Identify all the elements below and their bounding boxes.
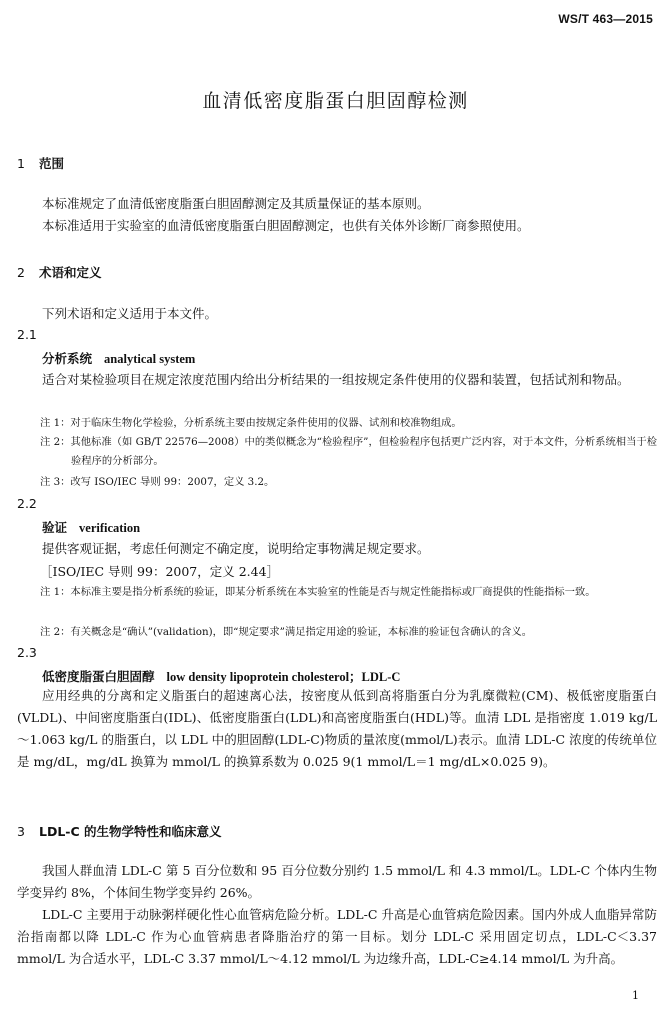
paragraph: 本标准规定了血清低密度脂蛋白胆固醇测定及其质量保证的基本原则。 (42, 196, 430, 211)
section-title: 术语和定义 (39, 265, 102, 280)
paragraph: 下列术语和定义适用于本文件。 (42, 306, 218, 321)
term-definition: 适合对某检验项目在规定浓度范围内给出分析结果的一组按规定条件使用的仪器和装置，包括试剂和物品。 (42, 372, 630, 387)
note: 注 3：改写 ISO/IEC 导则 99：2007，定义 3.2。 (40, 476, 275, 488)
note: 注 1：本标准主要是指分析系统的验证，即某分析系统在本实验室的性能是否与规定性能指标或厂商提供的性能指标一致。 (40, 586, 596, 598)
clause-number: 2.2 (17, 496, 37, 511)
term-heading (42, 667, 400, 685)
section-2-heading (17, 263, 102, 281)
term-english: verification (79, 521, 141, 535)
note: 注 1：对于临床生物化学检验，分析系统主要由按规定条件使用的仪器、试剂和校准物组成。 (40, 417, 462, 429)
section-3-heading (17, 822, 222, 840)
note: 注 2：其他标准（如 GB/T 22576—2008）中的类似概念为“检验程序”，但检验程序包括更广泛内容，对于本文件，分析系统相当于检验程序的分析部分。 (40, 436, 657, 467)
term-heading (42, 349, 195, 367)
clause-number: 2.1 (17, 327, 37, 342)
section-number: 3 (17, 824, 25, 839)
paragraph: 本标准适用于实验室的血清低密度脂蛋白胆固醇测定，也供有关体外诊断厂商参照使用。 (42, 218, 530, 233)
term-heading (42, 518, 140, 536)
term-chinese: 低密度脂蛋白胆固醇 (42, 669, 155, 684)
term-english: low density lipoprotein cholesterol；LDL-C (166, 670, 401, 684)
term-definition: 应用经典的分离和定义脂蛋白的超速离心法，按密度从低到高将脂蛋白分为乳糜微粒(CM)、极低密度脂蛋白(VLDL)、中间密度脂蛋白(IDL)、低密度脂蛋白(LDL)和高密度脂蛋白(HDL)等。血清 LDL 是指密度 1.019 kg/L～1.063 kg/L 的脂蛋白，以 LDL 中的胆固醇(LDL-C)物质的量浓度(mmol/L)表示。血清 LDL-C 浓度的传统单位是 mg/dL，mg/dL 换算为 mmol/L 的换算系数为 0.025 9(1 mmol/L＝1 mg/dL×0.025 9)。 (17, 688, 657, 769)
section-title: LDL-C 的生物学特性和临床意义 (39, 824, 222, 839)
clause-number: 2.3 (17, 645, 37, 660)
document-code: WS/T 463—2015 (558, 12, 653, 26)
paragraph: 我国人群血清 LDL-C 第 5 百分位数和 95 百分位数分别约 1.5 mmol/L 和 4.3 mmol/L。LDL-C 个体内生物学变异约 8%，个体间生物学变异约 26%。 (17, 863, 657, 900)
source-reference: ［ISO/IEC 导则 99：2007，定义 2.44］ (40, 564, 280, 579)
term-chinese: 分析系统 (42, 351, 93, 366)
term-chinese: 验证 (42, 520, 68, 535)
paragraph: LDL-C 主要用于动脉粥样硬化性心血管病危险分析。LDL-C 升高是心血管病危险因素。国内外成人血脂异常防治指南都以降 LDL-C 作为心血管病患者降脂治疗的第一目标。划分 LDL-C 采用固定切点，LDL-C＜3.37 mmol/L 为合适水平，LDL-C 3.37 mmol/L～4.12 mmol/L 为边缘升高，LDL-C≥4.14 mmol/L 为升高。 (17, 907, 657, 966)
note: 注 2：有关概念是“确认”(validation)，即“规定要求”满足指定用途的验证，本标准的验证包含确认的含义。 (40, 626, 533, 638)
term-english: analytical system (104, 352, 196, 366)
page-number: 1 (632, 989, 639, 1002)
section-1-heading (17, 154, 64, 172)
term-definition: 提供客观证据，考虑任何测定不确定度，说明给定事物满足规定要求。 (42, 541, 430, 556)
section-number: 1 (17, 156, 25, 171)
section-title: 范围 (39, 156, 65, 171)
document-title: 血清低密度脂蛋白胆固醇检测 (202, 90, 469, 112)
section-number: 2 (17, 265, 25, 280)
